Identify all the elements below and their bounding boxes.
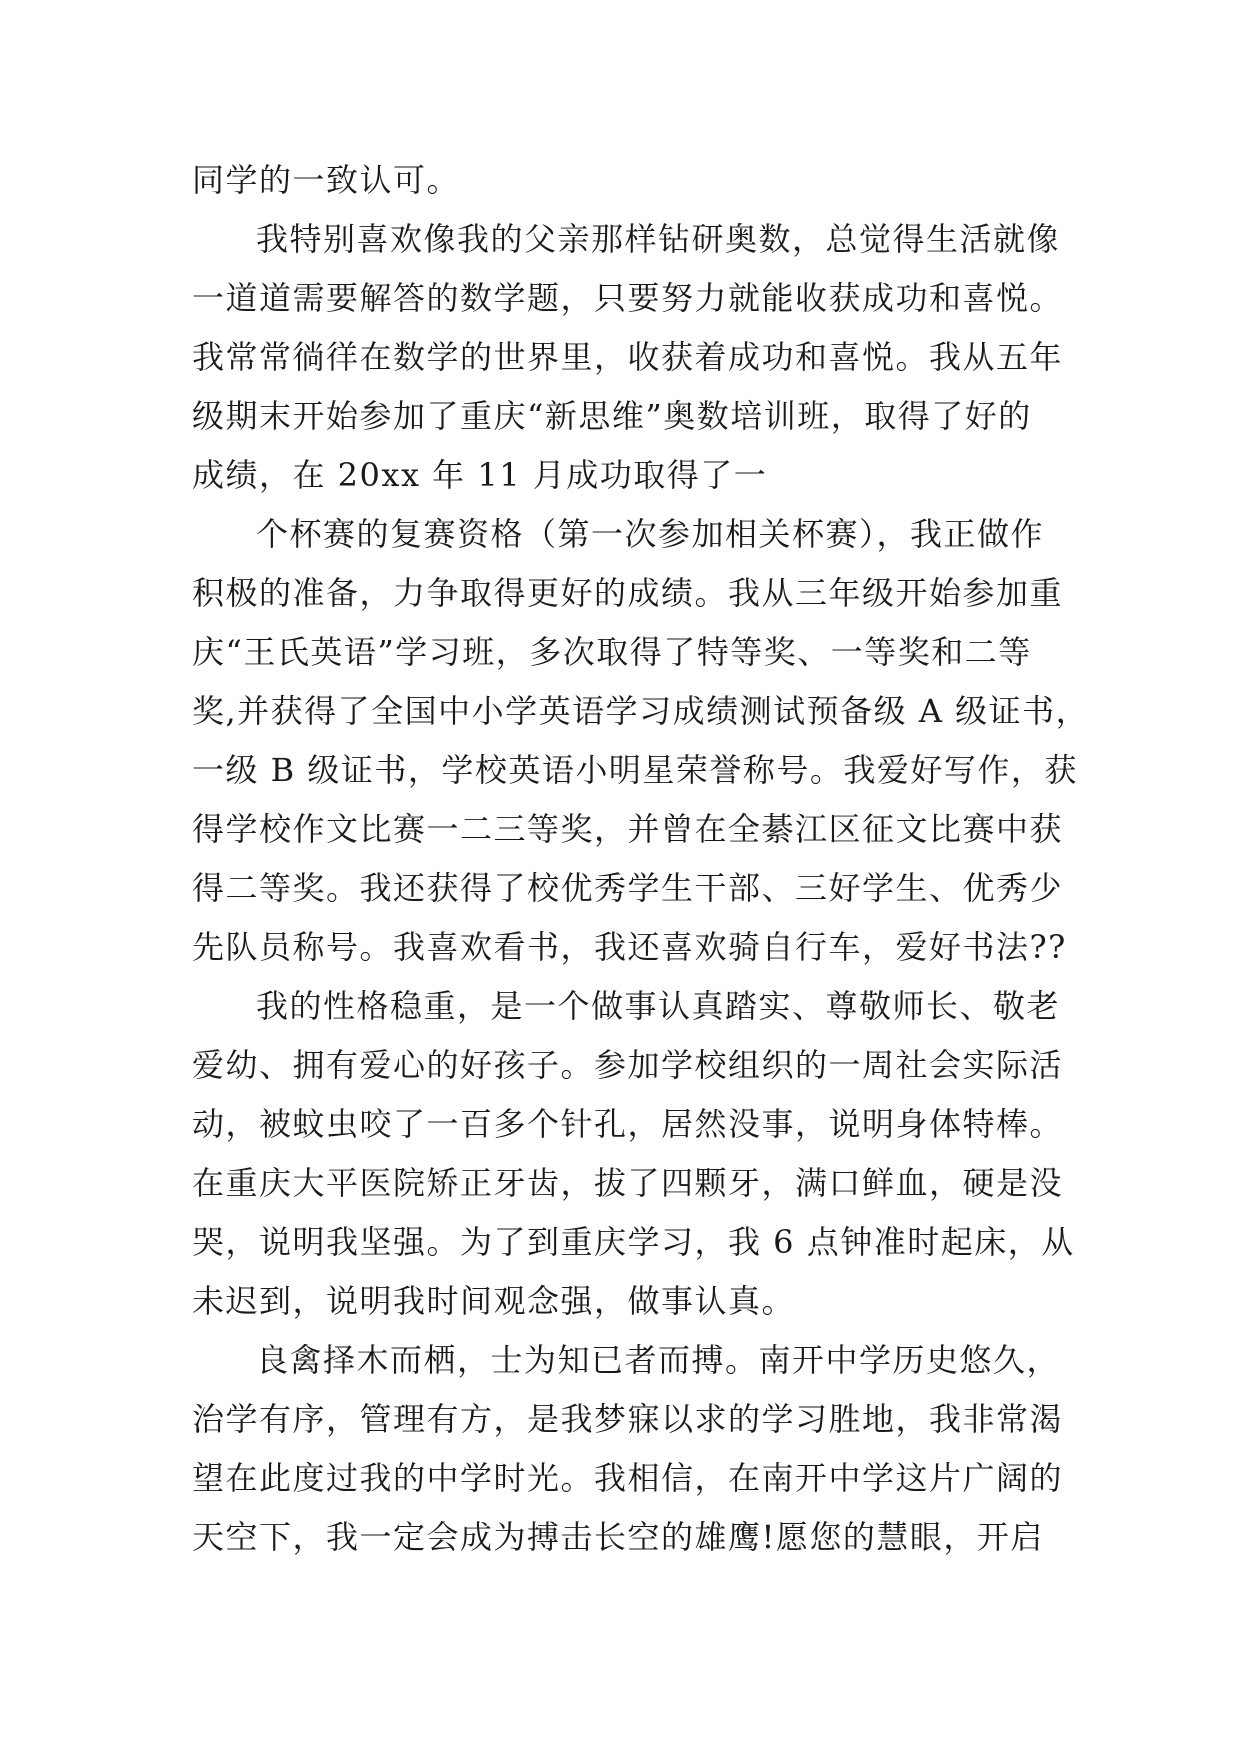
text-line: 积极的准备，力争取得更好的成绩。我从三年级开始参加重 bbox=[192, 574, 1064, 612]
text-line: 望在此度过我的中学时光。我相信，在南开中学这片广阔的 bbox=[192, 1459, 1064, 1497]
text-line: 动，被蚊虫咬了一百多个针孔，居然没事，说明身体特棒。 bbox=[192, 1105, 1064, 1143]
text-line: 成绩，在 20xx 年 11 月成功取得了一 bbox=[192, 456, 768, 494]
text-line: 奖,并获得了全国中小学英语学习成绩测试预备级 A 级证书， bbox=[192, 692, 1090, 730]
text-line: 同学的一致认可。 bbox=[192, 161, 461, 199]
text-line: 我的性格稳重，是一个做事认真踏实、尊敬师长、敬老 bbox=[256, 987, 1061, 1025]
text-line: 良禽择木而栖，士为知已者而搏。南开中学历史悠久， bbox=[256, 1341, 1061, 1379]
text-line: 一级 B 级证书，学校英语小明星荣誉称号。我爱好写作，获 bbox=[192, 751, 1078, 789]
text-line: 我常常徜徉在数学的世界里，收获着成功和喜悦。我从五年 bbox=[192, 338, 1064, 376]
text-line: 得二等奖。我还获得了校优秀学生干部、三好学生、优秀少 bbox=[192, 869, 1064, 907]
text-line: 在重庆大平医院矫正牙齿，拔了四颗牙，满口鲜血，硬是没 bbox=[192, 1164, 1064, 1202]
text-line: 未迟到，说明我时间观念强，做事认真。 bbox=[192, 1282, 796, 1320]
text-line: 先队员称号。我喜欢看书，我还喜欢骑自行车，爱好书法?? bbox=[192, 928, 1067, 966]
text-line: 哭，说明我坚强。为了到重庆学习，我 6 点钟准时起床，从 bbox=[192, 1223, 1075, 1261]
text-line: 庆“王氏英语”学习班，多次取得了特等奖、一等奖和二等 bbox=[192, 633, 1032, 671]
text-line: 级期末开始参加了重庆“新思维”奥数培训班，取得了好的 bbox=[192, 397, 1032, 435]
text-line: 我特别喜欢像我的父亲那样钻研奥数，总觉得生活就像 bbox=[256, 220, 1061, 258]
document-body bbox=[192, 151, 1090, 1567]
text-line: 天空下，我一定会成为搏击长空的雄鹰!愿您的慧眼，开启 bbox=[192, 1518, 1044, 1556]
text-line: 一道道需要解答的数学题，只要努力就能收获成功和喜悦。 bbox=[192, 279, 1064, 317]
text-line: 个杯赛的复赛资格（第一次参加相关杯赛），我正做作 bbox=[256, 515, 1045, 553]
text-line: 得学校作文比赛一二三等奖，并曾在全綦江区征文比赛中获 bbox=[192, 810, 1064, 848]
text-line: 爱幼、拥有爱心的好孩子。参加学校组织的一周社会实际活 bbox=[192, 1046, 1064, 1084]
text-line: 治学有序，管理有方，是我梦寐以求的学习胜地，我非常渴 bbox=[192, 1400, 1064, 1438]
